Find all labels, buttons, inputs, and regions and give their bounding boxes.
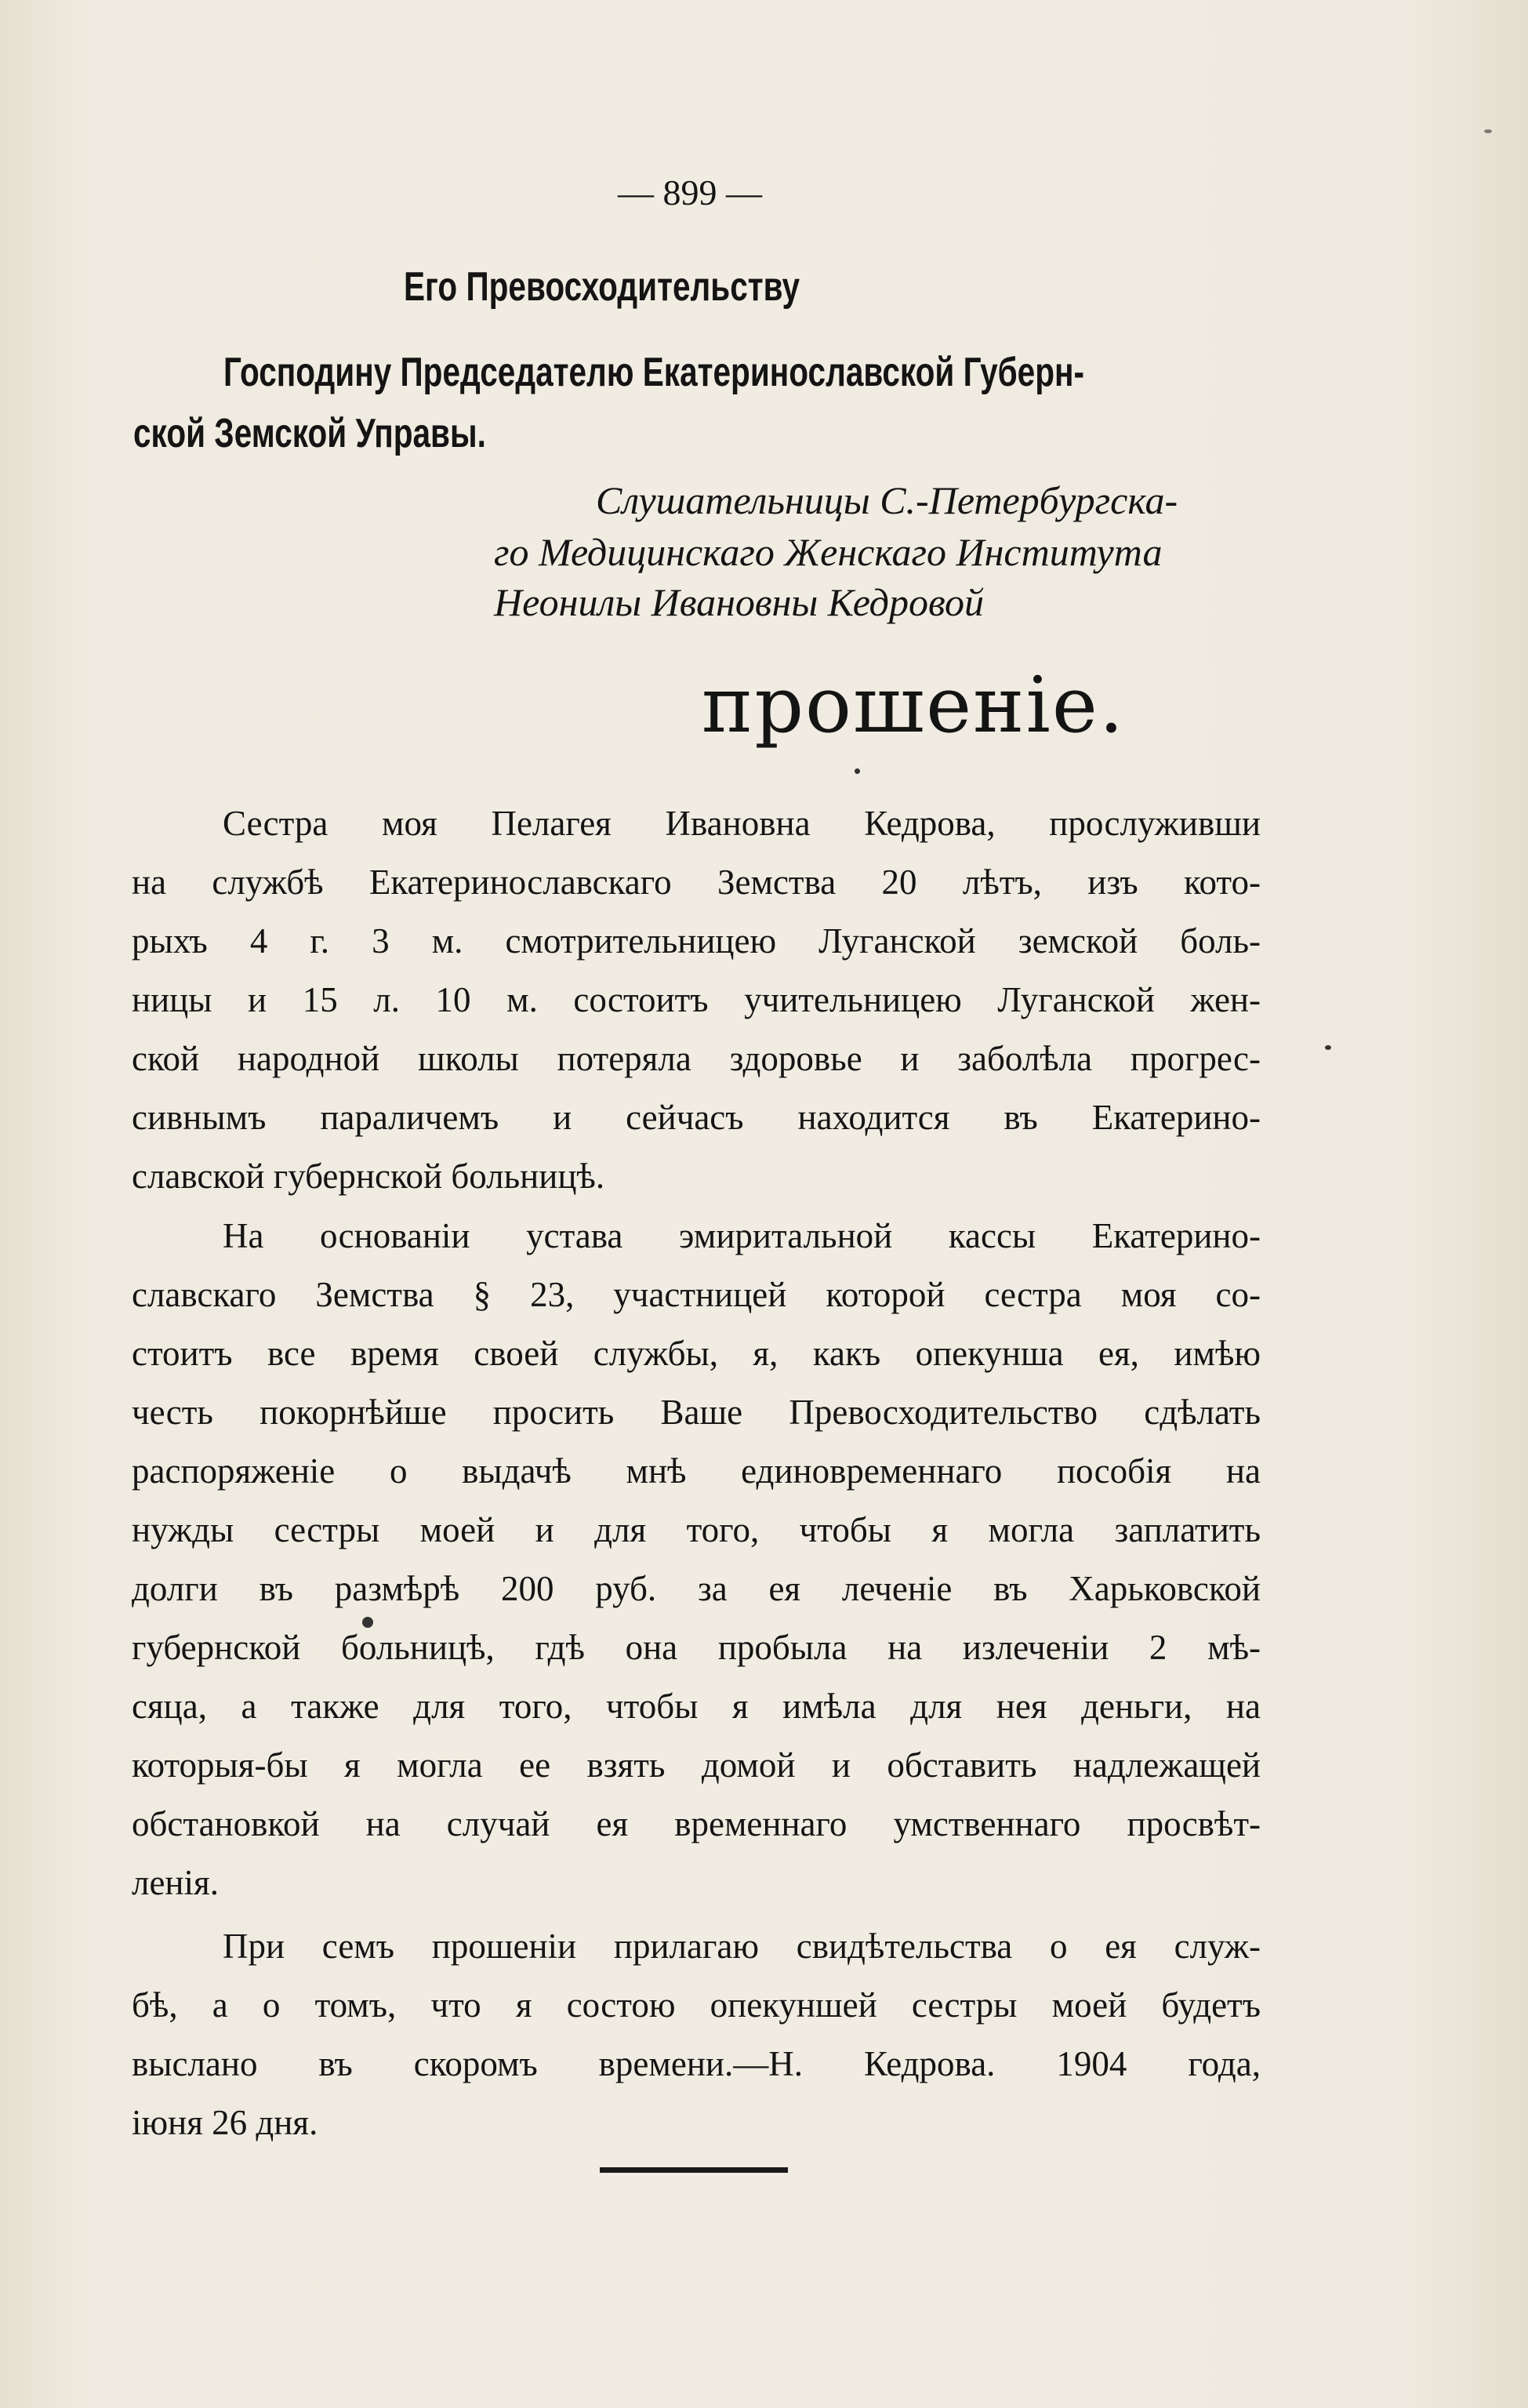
paragraph-2-line-8: губернской больницѣ, гдѣ она пробыла на излеченіи 2 мѣ- (132, 1628, 1261, 1667)
paragraph-1-line-5: ской народной школы потеряла здоровье и заболѣла прогрес- (132, 1039, 1261, 1078)
addressee-line-3: ской Земской Управы. (133, 411, 486, 456)
paragraph-2-line-1: На основаніи устава эмиритальной кассы Екатерино- (223, 1216, 1261, 1255)
paragraph-2-line-6: нужды сестры моей и для того, чтобы я могла заплатить (132, 1510, 1261, 1549)
paragraph-1-line-7: славской губернской больницѣ. (132, 1157, 605, 1196)
paragraph-2-line-11: обстановкой на случай ея временнаго умственнаго просвѣт- (132, 1804, 1261, 1843)
paragraph-3-line-4: іюня 26 дня. (132, 2103, 318, 2142)
paragraph-2-line-5: распоряженіе о выдачѣ мнѣ единовременнаго пособія на (132, 1451, 1261, 1491)
paragraph-2-line-7: долги въ размѣрѣ 200 руб. за ея леченіе въ Харьковской (132, 1569, 1261, 1608)
paragraph-1-line-4: ницы и 15 л. 10 м. состоитъ учительницею Луганской жен- (132, 980, 1261, 1019)
sender-line-2: го Медицинскаго Женскаго Института (494, 530, 1163, 574)
paragraph-2-line-2: славскаго Земства § 23, участницей которой сестра моя со- (132, 1275, 1261, 1314)
paragraph-1-line-1: Сестра моя Пелагея Ивановна Кедрова, прослуживши (223, 804, 1261, 843)
paragraph-3-line-3: выслано въ скоромъ времени.—Н. Кедрова. 1904 года, (132, 2044, 1261, 2083)
addressee-line-2: Господину Председателю Екатеринославской Губерн- (223, 350, 1085, 395)
document-title: прошеніе. (702, 661, 1125, 750)
ink-speck (855, 768, 860, 774)
paragraph-2-line-9: сяца, а также для того, чтобы я имѣла для нея деньги, на (132, 1687, 1261, 1726)
sender-line-3: Неонилы Ивановны Кедровой (494, 580, 984, 624)
paragraph-3-line-1: При семъ прошеніи прилагаю свидѣтельства о ея служ- (223, 1927, 1261, 1966)
paragraph-2-line-12: ленія. (132, 1863, 219, 1902)
paragraph-2-line-10: которыя-бы я могла ее взять домой и обставить надлежащей (132, 1745, 1261, 1785)
ink-speck (1325, 1045, 1331, 1050)
paragraph-2-line-3: стоитъ все время своей службы, я, какъ опекунша ея, имѣю (132, 1334, 1261, 1373)
paragraph-1-line-2: на службѣ Екатеринославскаго Земства 20 лѣтъ, изъ кото- (132, 863, 1261, 902)
ink-speck (1484, 129, 1492, 133)
page-number: — 899 — (618, 173, 762, 212)
paragraph-2-line-4: честь покорнѣйше просить Ваше Превосходительство сдѣлать (132, 1393, 1261, 1432)
paragraph-3-line-2: бѣ, а о томъ, что я состою опекуншей сестры моей будетъ (132, 1985, 1261, 2025)
paragraph-1-line-3: рыхъ 4 г. 3 м. смотрительницею Луганской земской боль- (132, 921, 1261, 961)
sender-line-1: Слушательницы С.-Петербургска- (596, 478, 1178, 522)
ink-speck (362, 1617, 373, 1628)
closing-rule (600, 2167, 788, 2173)
paragraph-1-line-6: сивнымъ параличемъ и сейчасъ находится въ Екатерино- (132, 1098, 1261, 1137)
addressee-line-1: Его Превосходительству (404, 264, 800, 310)
